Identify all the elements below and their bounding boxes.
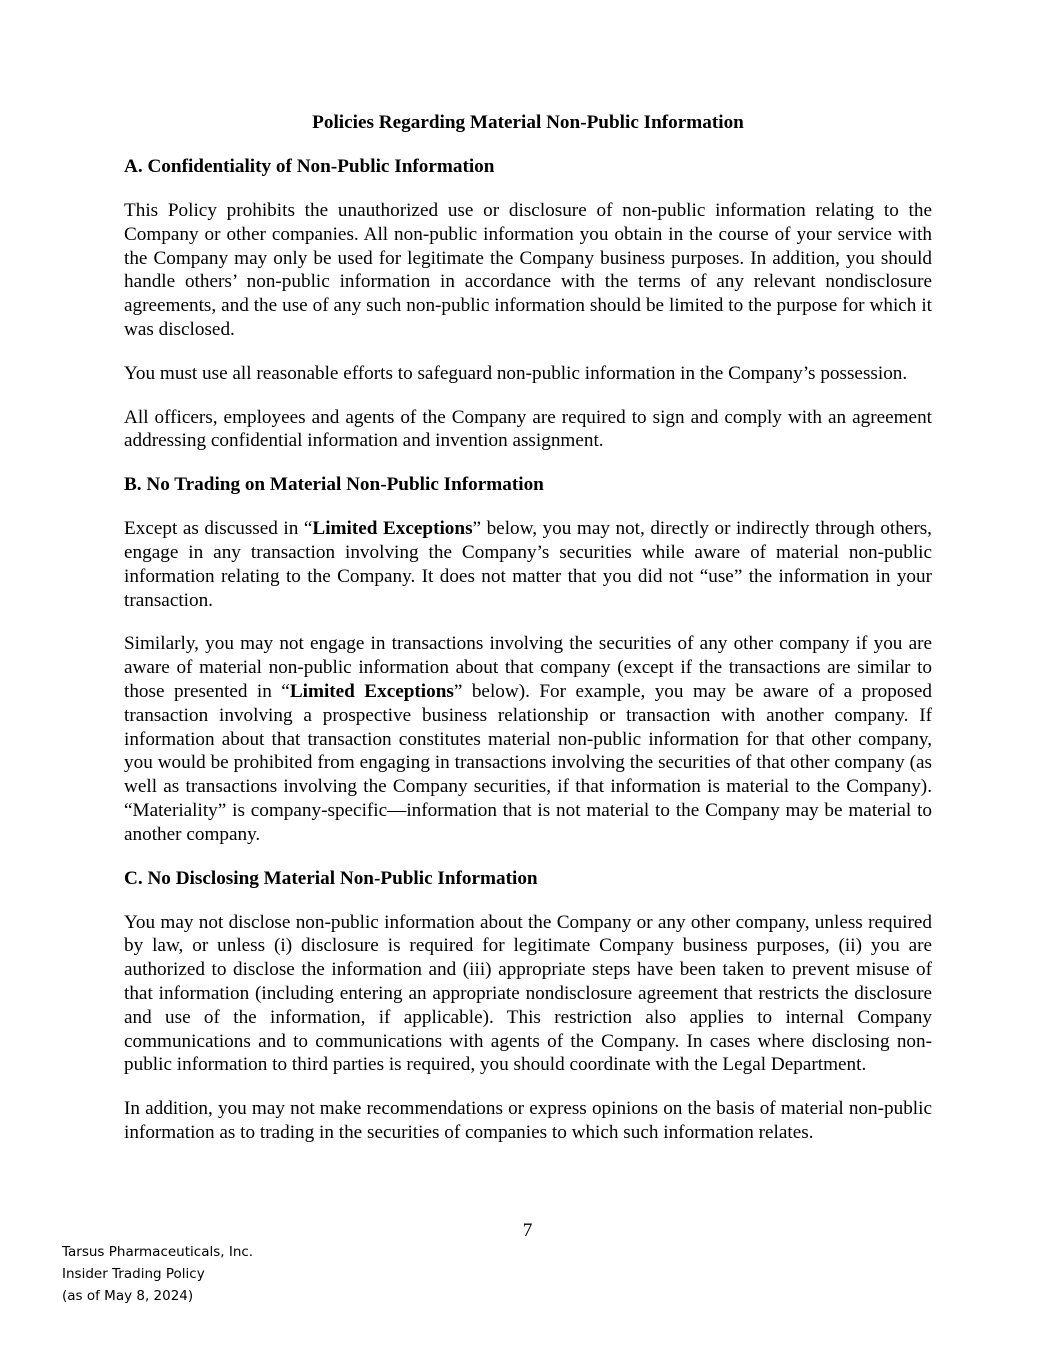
text: ” below, you may not, directly or indirectly through others, engage in any transaction involving the Company’s securities while aware of material non-public information relating to the Company. It does not matter that you did not “use” the information in your transaction.	[124, 518, 932, 611]
bold-reference: Limited Exceptions	[289, 680, 454, 702]
footer-date: (as of May 8, 2024)	[62, 1288, 194, 1304]
text: ” below). For example, you may be aware of a proposed transaction involving a prospective business relationship or transaction with another company. If information about that transaction constitutes material non-public information for that other company, you would be prohibited from engaging in transactions involving the securities of that other company (as well as transactions involving the Company securities, if that information is material to the Company). “Materiality” is company-specific—information that is not material to the Company may be material to another company.	[124, 680, 932, 845]
footer	[62, 1241, 253, 1307]
paragraph: You must use all reasonable efforts to safeguard non-public information in the Company’s possession.	[124, 362, 908, 384]
footer-company: Tarsus Pharmaceuticals, Inc.	[62, 1244, 254, 1260]
bold-reference: Limited Exceptions	[312, 518, 473, 540]
paragraph: All officers, employees and agents of the Company are required to sign and comply with an agreement addressing confidential information and invention assignment.	[124, 406, 932, 452]
section-b-heading: B. No Trading on Material Non-Public Information	[124, 474, 544, 496]
footer-document: Insider Trading Policy	[62, 1266, 205, 1282]
page-number: 7	[522, 1220, 533, 1241]
section-c-heading: C. No Disclosing Material Non-Public Information	[124, 867, 538, 889]
page-content	[124, 111, 932, 1165]
paragraph: This Policy prohibits the unauthorized use or disclosure of non-public information relating to the Company or other companies. All non-public information you obtain in the course of your service with the Company may only be used for legitimate the Company business purposes. In addition, you should handle others’ non-public information in accordance with the terms of any relevant nondisclosure agreements, and the use of any such non-public information should be limited to the purpose for which it was disclosed.	[124, 200, 932, 340]
text: Similarly, you may not engage in transactions involving the securities of any other company if you are aware of material non-public information about that company (except if the transactions are similar to those presented in “	[124, 633, 932, 702]
section-a-heading: A. Confidentiality of Non-Public Information	[124, 156, 495, 177]
paragraph: You may not disclose non-public information about the Company or any other company, unless required by law, or unless (i) disclosure is required for legitimate Company business purposes, (ii) you are authorized to disclose the information and (iii) appropriate steps have been taken to prevent misuse of that information (including entering an appropriate nondisclosure agreement that restricts the disclosure and use of the information, if applicable). This restriction also applies to internal Company communications and to communications with agents of the Company. In cases where disclosing non-public information to third parties is required, you should coordinate with the Legal Department.	[124, 911, 932, 1076]
paragraph	[124, 632, 932, 846]
paragraph: In addition, you may not make recommendations or express opinions on the basis of material non-public information as to trading in the securities of companies to which such information relates.	[124, 1098, 932, 1143]
paragraph	[124, 517, 932, 612]
page-title: Policies Regarding Material Non-Public Information	[312, 112, 744, 133]
text: Except as discussed in “	[124, 518, 313, 540]
